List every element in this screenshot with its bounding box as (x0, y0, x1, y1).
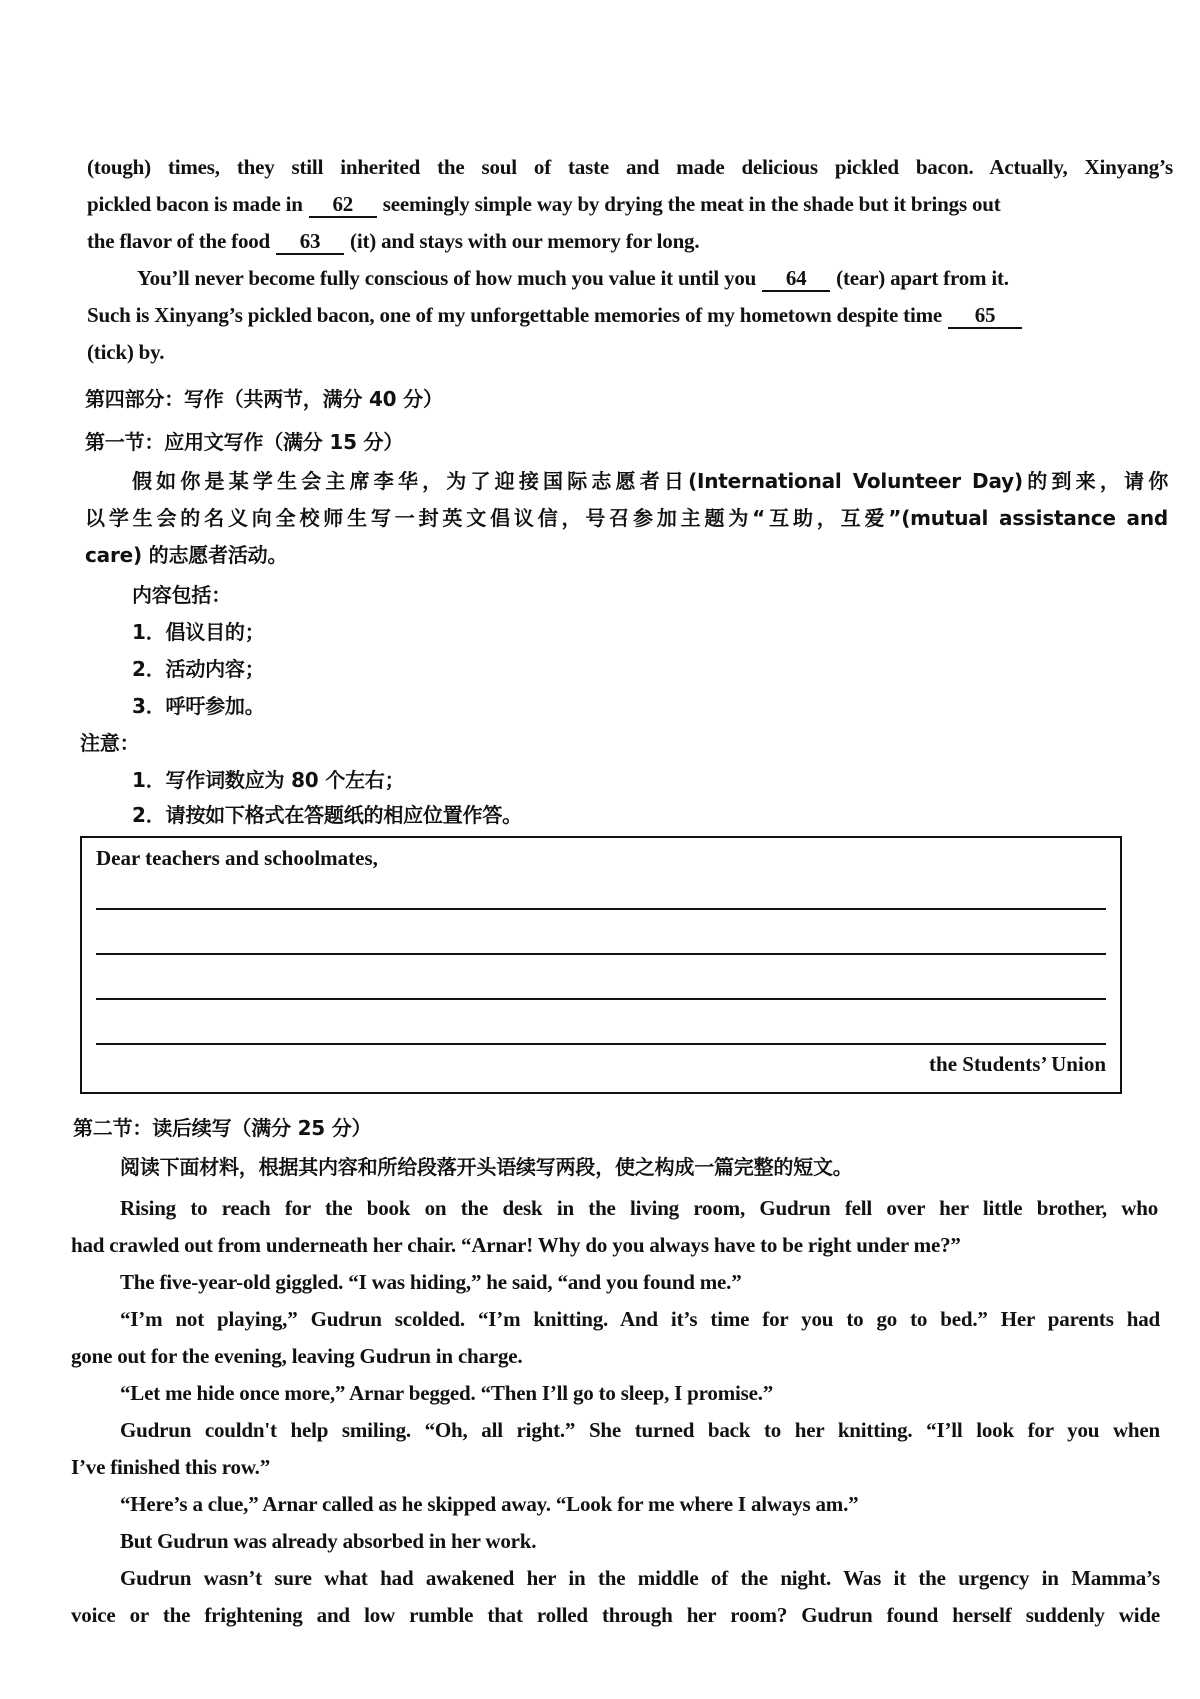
note-item-2: 2．请按如下格式在答题纸的相应位置作答。 (132, 803, 522, 827)
story-line-4 (120, 1304, 1160, 1334)
section1-prompt-line-3: care) 的志愿者活动。 (85, 543, 288, 567)
passage-line-4-start: You’ll never become fully conscious of how much you value it until you (137, 266, 757, 290)
passage-line-4 (137, 263, 1009, 293)
story-line-1-text: Rising to reach for the book on the desk in the living room, Gudrun fell over her little brother, who (120, 1196, 1158, 1220)
note-label: 注意： (80, 731, 140, 755)
note-item-1: 1．写作词数应为 80 个左右； (132, 768, 405, 792)
part4-heading: 第四部分：写作（共两节，满分 40 分） (85, 387, 443, 411)
blank-62: 62 (309, 192, 377, 218)
passage-line-4-end: (tear) apart from it. (836, 266, 1009, 290)
letter-signature: the Students’ Union (929, 1052, 1106, 1076)
content-item-2: 2．活动内容； (132, 657, 265, 681)
section1-prompt-line-1-text: 假如你是某学生会主席李华，为了迎接国际志愿者日(International Volunteer Day)的到来，请你 (132, 469, 1168, 493)
blank-65: 65 (948, 303, 1022, 329)
answer-format-box (80, 836, 1122, 1094)
story-line-4-text: “I’m not playing,” Gudrun scolded. “I’m knitting. And it’s time for you to go to bed.” Her parents had (120, 1307, 1160, 1331)
section2-instructions: 阅读下面材料，根据其内容和所给段落开头语续写两段，使之构成一篇完整的短文。 (120, 1155, 853, 1179)
letter-greeting: Dear teachers and schoolmates, (96, 846, 378, 870)
section1-prompt-line-2 (85, 503, 1168, 533)
section1-heading: 第一节：应用文写作（满分 15 分） (85, 430, 404, 454)
passage-line-2-start: pickled bacon is made in (87, 192, 303, 216)
story-line-8: I’ve finished this row.” (71, 1455, 271, 1479)
passage-line-5-start: Such is Xinyang’s pickled bacon, one of my unforgettable memories of my hometown despite time (87, 303, 943, 327)
section1-prompt-line-2-text: 以学生会的名义向全校师生写一封英文倡议信，号召参加主题为“互助，互爱”(mutual assistance and (85, 506, 1168, 530)
story-line-9: “Here’s a clue,” Arnar called as he skipped away. “Look for me where I always am.” (120, 1492, 859, 1516)
answer-line-3 (96, 998, 1106, 1000)
passage-line-1-text: (tough) times, they still inherited the soul of taste and made delicious pickled bacon. Actually, Xinyang’s (87, 155, 1173, 179)
story-line-12-text: voice or the frightening and low rumble that rolled through her room? Gudrun found herself suddenly wide (71, 1603, 1160, 1627)
answer-line-1 (96, 908, 1106, 910)
passage-line-5 (87, 300, 1028, 330)
section1-prompt-line-1 (132, 466, 1168, 496)
passage-line-6: (tick) by. (87, 340, 165, 364)
story-line-10: But Gudrun was already absorbed in her work. (120, 1529, 537, 1553)
story-line-7 (120, 1415, 1160, 1445)
story-line-3: The five-year-old giggled. “I was hiding,” he said, “and you found me.” (120, 1270, 742, 1294)
story-line-11-text: Gudrun wasn’t sure what had awakened her in the middle of the night. Was it the urgency in Mamma’s (120, 1566, 1160, 1590)
story-line-1 (120, 1193, 1158, 1223)
story-line-11 (120, 1563, 1160, 1593)
passage-line-3-end: (it) and stays with our memory for long. (350, 229, 700, 253)
story-line-5: gone out for the evening, leaving Gudrun in charge. (71, 1344, 523, 1368)
answer-line-4 (96, 1043, 1106, 1045)
blank-63: 63 (276, 229, 344, 255)
passage-line-2 (87, 189, 1001, 219)
answer-line-2 (96, 953, 1106, 955)
passage-line-2-end: seemingly simple way by drying the meat in the shade but it brings out (382, 192, 1001, 216)
passage-line-1 (87, 152, 1173, 182)
content-item-1: 1．倡议目的； (132, 620, 265, 644)
section2-heading: 第二节：读后续写（满分 25 分） (73, 1116, 372, 1140)
story-line-2: had crawled out from underneath her chair. “Arnar! Why do you always have to be right under me?” (71, 1233, 961, 1257)
content-item-3: 3．呼吁参加。 (132, 694, 265, 718)
story-line-6: “Let me hide once more,” Arnar begged. “Then I’ll go to sleep, I promise.” (120, 1381, 774, 1405)
content-label: 内容包括： (132, 583, 231, 607)
passage-line-3-start: the flavor of the food (87, 229, 271, 253)
story-line-7-text: Gudrun couldn't help smiling. “Oh, all right.” She turned back to her knitting. “I’ll look for you when (120, 1418, 1160, 1442)
passage-line-3 (87, 226, 699, 256)
story-line-12 (71, 1600, 1160, 1630)
blank-64: 64 (762, 266, 830, 292)
